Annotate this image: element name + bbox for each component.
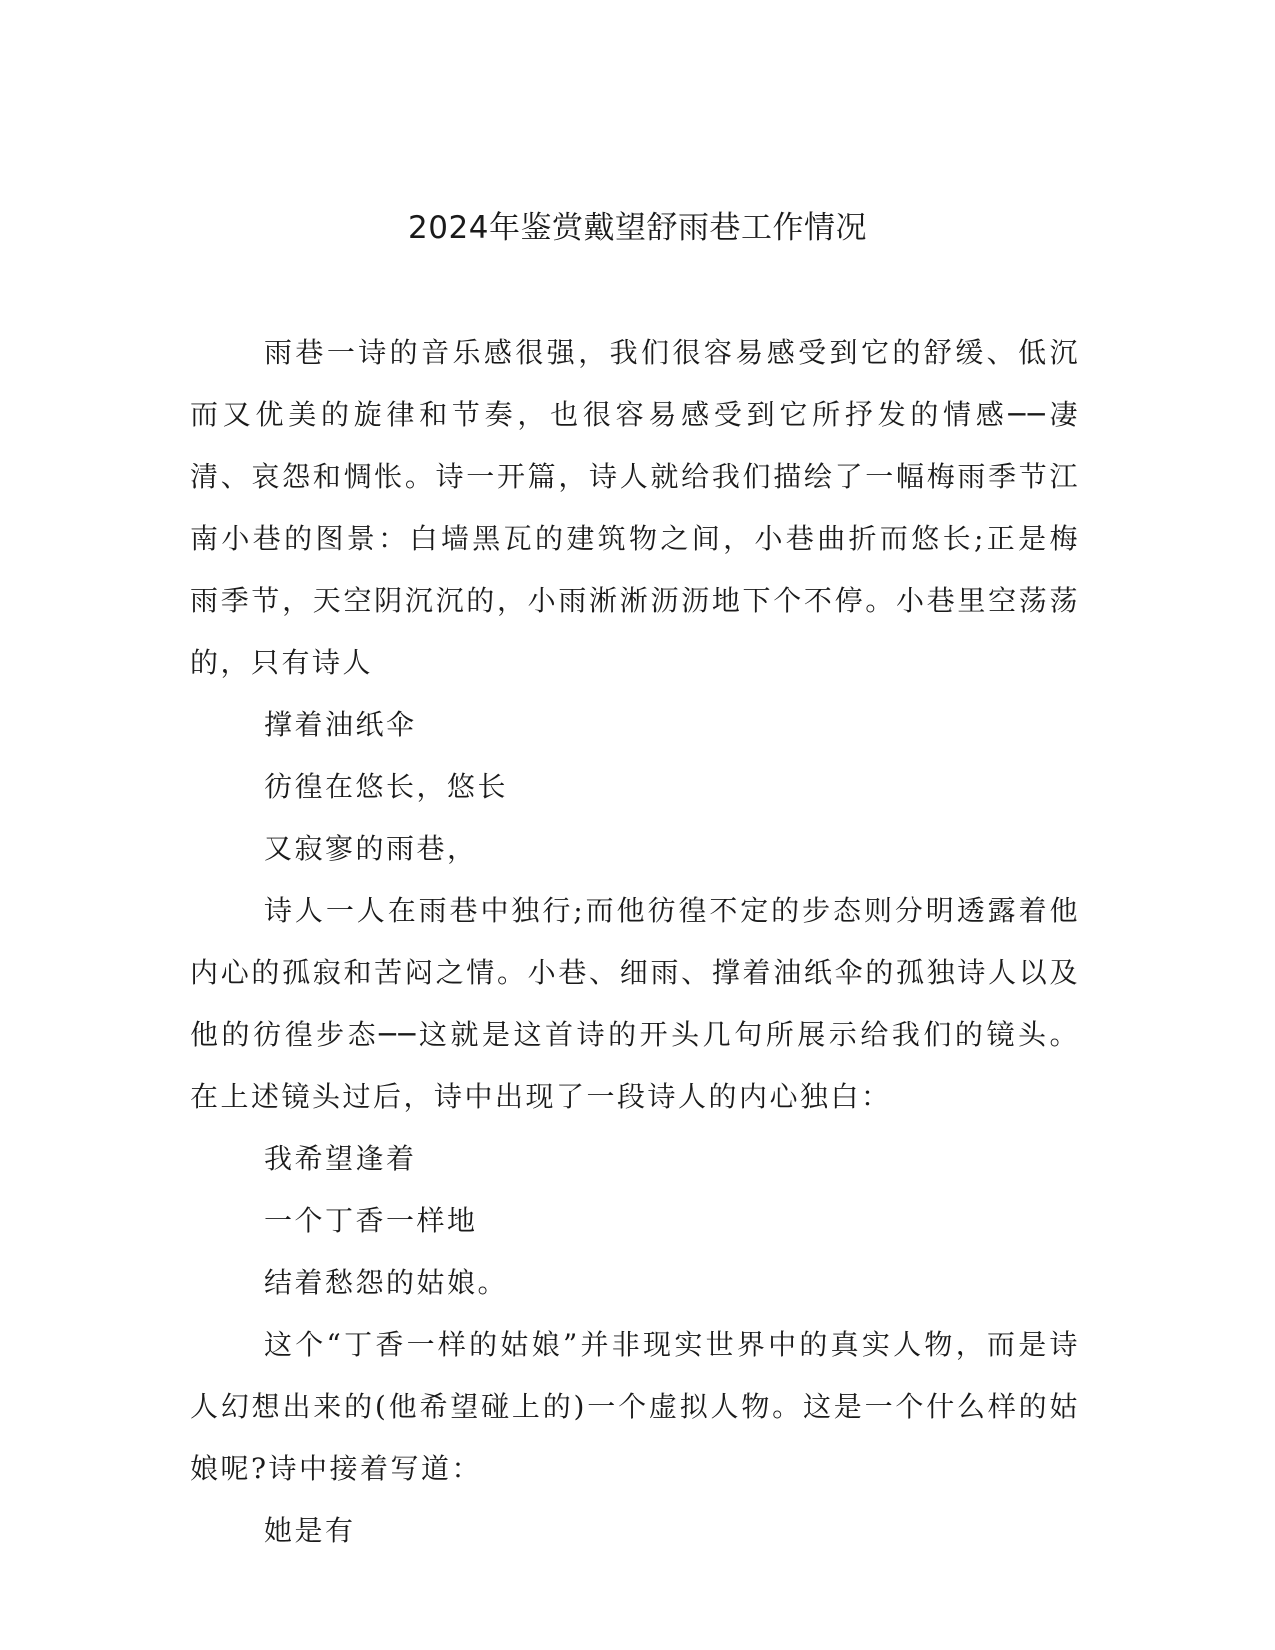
paragraph-1: 雨巷一诗的音乐感很强，我们很容易感受到它的舒缓、低沉而又优美的旋律和节奏，也很容易感受到它所抒发的情感──凄清、哀怨和惆怅。诗一开篇，诗人就给我们描绘了一幅梅雨季节江南小巷的图景：白墙黑瓦的建筑物之间，小巷曲折而悠长;正是梅雨季节，天空阴沉沉的，小雨淅淅沥沥地下个不停。小巷里空荡荡的，只有诗人 [190, 336, 1080, 679]
poem-line-1: 撑着油纸伞 [264, 708, 417, 741]
paragraph-2: 诗人一人在雨巷中独行;而他彷徨不定的步态则分明透露着他内心的孤寂和苦闷之情。小巷、细雨、撑着油纸伞的孤独诗人以及他的彷徨步态──这就是这首诗的开头几句所展示给我们的镜头。在上述镜头过后，诗中出现了一段诗人的内心独白： [190, 894, 1080, 1113]
poem-line-3: 又寂寥的雨巷， [264, 832, 478, 865]
poem-line-5: 一个丁香一样地 [264, 1204, 478, 1237]
poem-line-4: 我希望逢着 [264, 1142, 417, 1175]
paragraph-3: 这个“丁香一样的姑娘”并非现实世界中的真实人物，而是诗人幻想出来的(他希望碰上的)一个虚拟人物。这是一个什么样的姑娘呢?诗中接着写道： [190, 1328, 1080, 1485]
document-body [190, 322, 1080, 1562]
poem-line-7: 她是有 [264, 1514, 356, 1547]
poem-line-2: 彷徨在悠长，悠长 [264, 770, 509, 803]
document-title: 2024年鉴赏戴望舒雨巷工作情况 [408, 210, 867, 246]
poem-line-6: 结着愁怨的姑娘。 [264, 1266, 509, 1299]
